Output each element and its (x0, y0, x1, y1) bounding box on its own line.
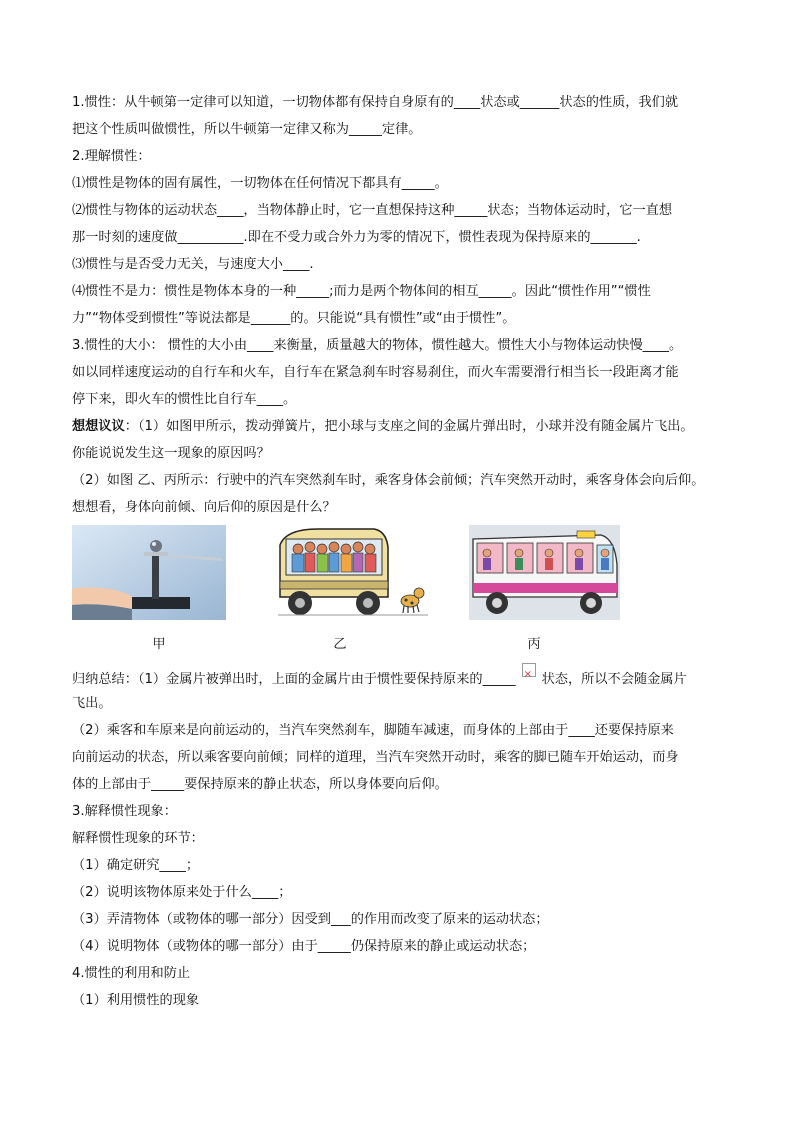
figure-bing (469, 525, 620, 620)
paragraph-inertia-definition-1: 1.惯性：从牛顿第一定律可以知道，一切物体都有保持自身原有的____状态或______状态的性质，我们就 (72, 95, 679, 110)
document-body (72, 89, 732, 1014)
discussion-2: 你能说说发生这一现象的原因吗？ (72, 446, 270, 461)
discussion-label: 想想议议 (72, 419, 125, 434)
summary-1 (72, 663, 732, 690)
explain-step-2: （2）说明该物体原来处于什么____； (72, 885, 292, 900)
heading-use-and-prevention: 4.惯性的利用和防止 (72, 966, 191, 981)
discussion-3: （2）如图 乙、丙所示：行驶中的汽车突然刹车时，乘客身体会前倾；汽车突然开动时，乘客身体会向后仰。 (72, 473, 705, 488)
figure-jia-image (72, 525, 226, 620)
summary-1-text-a: 归纳总结：（1）金属片被弹出时，上面的金属片由于惯性要保持原来的_____ (72, 672, 516, 687)
item-motion-state-1: ⑵惯性与物体的运动状态____，当物体静止时，它一直想保持这种_____状态；当物体运动时，它一直想 (72, 203, 673, 218)
explain-steps-intro: 解释惯性现象的环节： (72, 831, 204, 846)
paragraph-inertia-magnitude-3: 停下来，即火车的惯性比自行车____。 (72, 392, 297, 407)
discussion-text: ：（1）如图甲所示，拨动弹簧片，把小球与支座之间的金属片弹出时，小球并没有随金属片飞出。 (124, 419, 694, 434)
broken-image-icon (522, 663, 536, 677)
caption-jia: 甲 (152, 637, 166, 652)
figure-jia (72, 525, 226, 620)
explain-step-1: （1）确定研究____； (72, 858, 200, 873)
explain-step-4: （4）说明物体（或物体的哪一部分）由于_____仍保持原来的静止或运动状态； (72, 939, 536, 954)
item-motion-state-2: 那一时刻的速度做__________.即在不受力或合外力为零的情况下，惯性表现为保持原来的_______. (72, 230, 641, 245)
figure-bing-image (469, 525, 620, 620)
discussion-4: 想想看，身体向前倾、向后仰的原因是什么？ (72, 500, 336, 515)
item-intrinsic-property: ⑴惯性是物体的固有属性，一切物体在任何情况下都具有_____。 (72, 176, 448, 191)
caption-bing: 丙 (527, 637, 541, 652)
figure-row (72, 525, 732, 663)
item-force-independent: ⑶惯性与是否受力无关，与速度大小____. (72, 257, 314, 272)
paragraph-inertia-magnitude-2: 如以同样速度运动的自行车和火车，自行车在紧急刹车时容易刹住，而火车需要滑行相当长一段距离才能 (72, 365, 679, 380)
summary-2-a: （2）乘客和车原来是向前运动的，当汽车突然刹车，脚随车减速，而身体的上部由于____还要保持原来 (72, 723, 674, 738)
item-not-a-force-1: ⑷惯性不是力：惯性是物体本身的一种_____;而力是两个物体间的相互_____。因此“惯性作用”“惯性 (72, 284, 651, 299)
figure-yi (278, 525, 428, 620)
heading-understanding-inertia: 2.理解惯性： (72, 149, 151, 164)
summary-1-text-b: 状态，所以不会随金属片 (541, 672, 687, 687)
paragraph-inertia-magnitude-1: 3.惯性的大小： 惯性的大小由____来衡量，质量越大的物体，惯性越大。惯性大小与物体运动快慢____。 (72, 338, 683, 353)
item-not-a-force-2: 力”“物体受到惯性”等说法都是______的。只能说“具有惯性”或“由于惯性”。 (72, 311, 516, 326)
explain-step-3: （3）弄清物体（或物体的哪一部分）因受到___的作用而改变了原来的运动状态； (72, 912, 549, 927)
use-of-inertia-item: （1）利用惯性的现象 (72, 993, 200, 1008)
figure-yi-image (278, 525, 428, 620)
caption-yi: 乙 (333, 637, 347, 652)
paragraph-inertia-definition-2: 把这个性质叫做惯性，所以牛顿第一定律又称为_____定律。 (72, 122, 422, 137)
summary-1-cont: 飞出。 (72, 696, 112, 711)
heading-explain-phenomena: 3.解释惯性现象： (72, 804, 177, 819)
discussion-1 (72, 413, 732, 440)
summary-2-c: 体的上部由于_____要保持原来的静止状态，所以身体要向后仰。 (72, 777, 448, 792)
summary-2-b: 向前运动的状态，所以乘客要向前倾；同样的道理，当汽车突然开动时，乘客的脚已随车开始运动，而身 (72, 750, 679, 765)
